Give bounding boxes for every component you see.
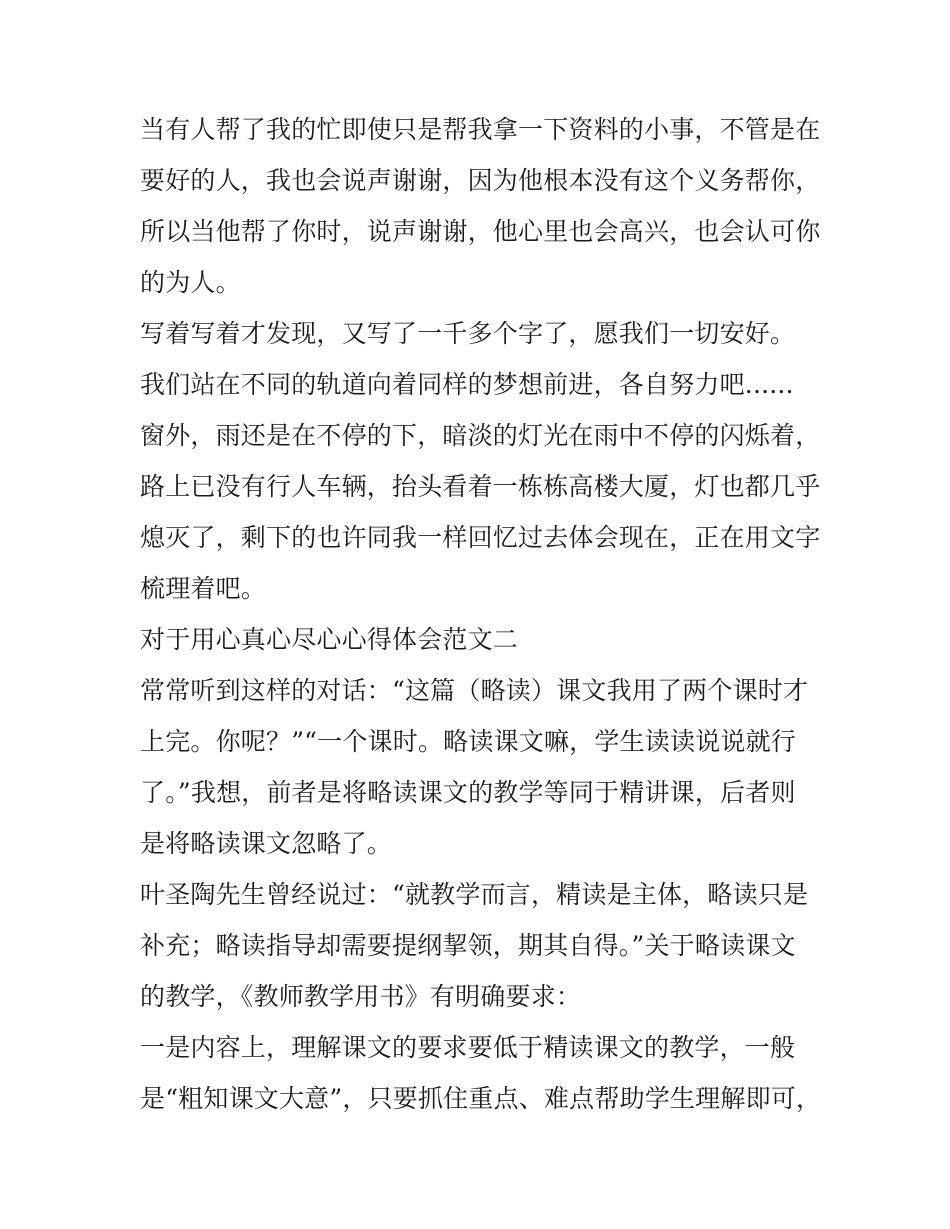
text-line: 补充；略读指导却需要提纲挈领，期其自得。”关于略读课文: [140, 931, 796, 960]
section-heading: 对于用心真心尽心心得体会范文二: [140, 625, 519, 654]
text-line: 要好的人，我也会说声谢谢，因为他根本没有这个义务帮你，: [140, 166, 821, 195]
text-line: 常常听到这样的对话：“这篇（略读）课文我用了两个课时才: [140, 676, 809, 705]
text-line: 是“粗知课文大意”，只要抓住重点、难点帮助学生理解即可，: [140, 1084, 822, 1113]
text-line: 叶圣陶先生曾经说过：“就教学而言，精读是主体，略读只是: [140, 880, 809, 909]
text-line: 窗外，雨还是在不停的下，暗淡的灯光在雨中不停的闪烁着，: [140, 421, 821, 450]
text-line: 我们站在不同的轨道向着同样的梦想前进，各自努力吧......: [140, 370, 794, 399]
text-line: 梳理着吧。: [140, 574, 267, 603]
text-line: 所以当他帮了你时，说声谢谢，他心里也会高兴，也会认可你: [140, 217, 821, 246]
text-line: 了。”我想，前者是将略读课文的教学等同于精讲课，后者则: [140, 778, 796, 807]
text-line: 上完。你呢？”“一个课时。略读课文嘛，学生读读说说就行: [140, 727, 796, 756]
text-line: 路上已没有行人车辆，抬头看着一栋栋高楼大厦，灯也都几乎: [140, 472, 821, 501]
text-line: 熄灭了，剩下的也许同我一样回忆过去体会现在，正在用文字: [140, 523, 821, 552]
text-line: 一是内容上，理解课文的要求要低于精读课文的教学，一般: [140, 1033, 796, 1062]
text-line: 的教学，《教师教学用书》有明确要求：: [140, 982, 582, 1011]
text-line: 当有人帮了我的忙即使只是帮我拿一下资料的小事，不管是在: [140, 115, 821, 144]
text-line: 写着写着才发现，又写了一千多个字了，愿我们一切安好。: [140, 319, 796, 348]
document-body: [140, 104, 820, 1124]
text-line: 是将略读课文忽略了。: [140, 829, 393, 858]
text-line: 的为人。: [140, 268, 241, 297]
